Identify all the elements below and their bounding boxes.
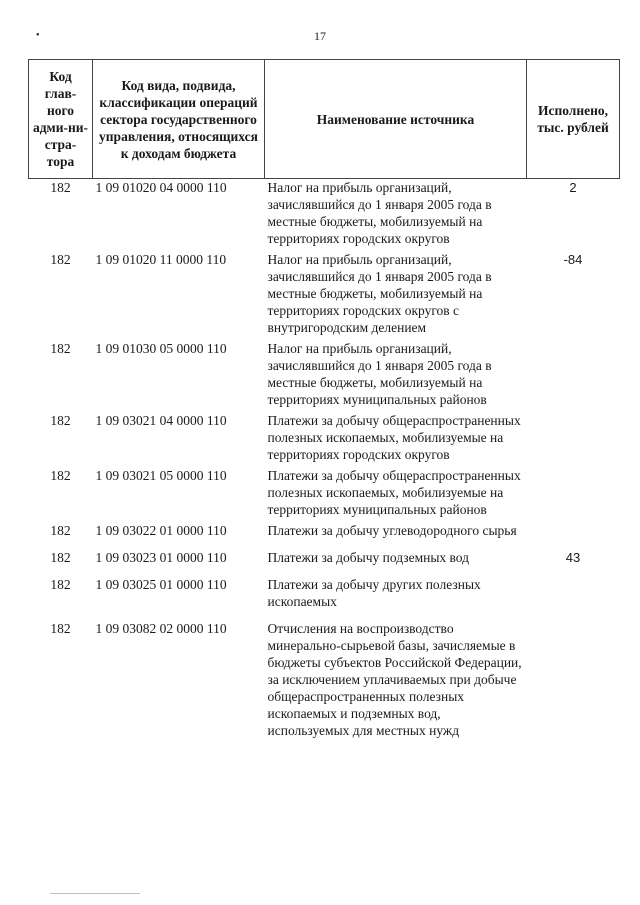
table-row [29, 522, 620, 543]
executed-amount-cell [527, 614, 620, 743]
admin-code-cell: 182 [50, 621, 71, 636]
executed-amount-cell [527, 467, 620, 522]
source-name-cell: Налог на прибыль организаций, зачислявшийся до 1 января 2005 года в местные бюджеты, мобилизуемый на территориях городских округов [267, 180, 492, 246]
table-row [29, 340, 620, 412]
executed-amount-cell [527, 340, 620, 412]
admin-code-cell: 182 [50, 341, 71, 356]
classification-code-cell: 1 09 01020 11 0000 110 [95, 252, 227, 267]
executed-amount-cell [527, 570, 620, 614]
classification-code-cell: 1 09 03022 01 0000 110 [95, 523, 227, 538]
executed-amount-cell [527, 412, 620, 467]
header-admin-code: Код глав-ного адми-ни-стра-тора [29, 60, 93, 179]
admin-code-cell: 182 [50, 413, 71, 428]
table-row [29, 614, 620, 743]
admin-code-cell: 182 [50, 468, 71, 483]
executed-amount-cell: 43 [565, 550, 581, 565]
source-name-cell: Налог на прибыль организаций, зачислявшийся до 1 января 2005 года в местные бюджеты, мобилизуемый на территориях городских округов с внутригородским делением [267, 252, 492, 335]
source-name-cell: Отчисления на воспроизводство минерально-сырьевой базы, зачисляемые в бюджеты субъектов Российской Федерации, за исключением уплачиваемых при добыче общераспространенных полезных ископаемых и подземных вод, используемых для местных нужд [267, 621, 522, 738]
revenue-sources-table [28, 59, 620, 743]
table-row [29, 412, 620, 467]
classification-code-cell: 1 09 03021 04 0000 110 [95, 413, 227, 428]
classification-code-cell: 1 09 01030 05 0000 110 [95, 341, 227, 356]
admin-code-cell: 182 [50, 550, 71, 565]
source-name-cell: Платежи за добычу подземных вод [267, 550, 470, 565]
source-name-cell: Платежи за добычу общераспространенных полезных ископаемых, мобилизуемые на территориях городских округов [267, 413, 521, 462]
executed-amount-cell [527, 522, 620, 543]
source-name-cell: Платежи за добычу общераспространенных полезных ископаемых, мобилизуемые на территориях муниципальных районов [267, 468, 521, 517]
classification-code-cell: 1 09 03082 02 0000 110 [95, 621, 227, 636]
admin-code-cell: 182 [50, 180, 71, 195]
classification-code-cell: 1 09 03023 01 0000 110 [95, 550, 227, 565]
executed-amount-cell: -84 [563, 252, 583, 267]
executed-amount-cell: 2 [569, 180, 577, 195]
source-name-cell: Платежи за добычу углеводородного сырья [267, 523, 517, 538]
table-row [29, 570, 620, 614]
header-source-name: Наименование источника [265, 60, 527, 179]
source-name-cell: Платежи за добычу других полезных ископаемых [267, 577, 481, 609]
table-row [29, 179, 620, 252]
classification-code-cell: 1 09 03025 01 0000 110 [95, 577, 227, 592]
source-name-cell: Налог на прибыль организаций, зачислявшийся до 1 января 2005 года в местные бюджеты, мобилизуемый на территориях муниципальных районов [267, 341, 492, 407]
table-row [29, 543, 620, 570]
table-row [29, 251, 620, 340]
admin-code-cell: 182 [50, 523, 71, 538]
footer-rule [50, 893, 140, 894]
table-row [29, 467, 620, 522]
table-header-row [29, 60, 620, 179]
classification-code-cell: 1 09 01020 04 0000 110 [95, 180, 227, 195]
classification-code-cell: 1 09 03021 05 0000 110 [95, 468, 227, 483]
header-classification-code: Код вида, подвида, классификации операций сектора государственного управления, относящихся к доходам бюджета [93, 60, 265, 179]
header-executed-amount: Исполнено, тыс. рублей [527, 60, 620, 179]
table-body [29, 179, 620, 744]
admin-code-cell: 182 [50, 252, 71, 267]
page-number: 17 [314, 29, 326, 43]
page-mark: • [36, 30, 40, 41]
admin-code-cell: 182 [50, 577, 71, 592]
